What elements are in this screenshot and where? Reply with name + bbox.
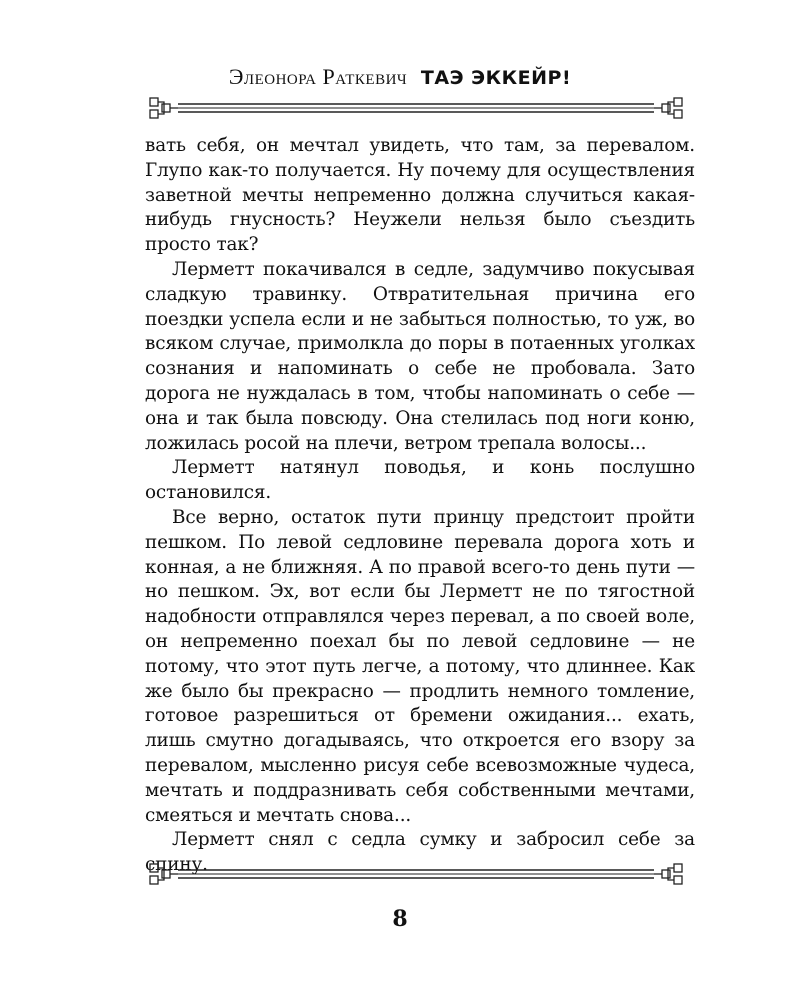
author-name: Элеонора Раткевич <box>228 64 408 89</box>
body-text <box>145 134 695 878</box>
paragraph-3: Лерметт натянул поводья, и конь послушно остановился. <box>145 457 695 504</box>
paragraph-5: Лерметт снял с седла сумку и забросил себе за спину. <box>145 829 695 876</box>
paragraph-4: Все верно, остаток пути принцу предстоит пройти пешком. По левой седловине перевала дорога хоть и конная, а не ближняя. А по правой всего-то день пути — но пешком. Эх, вот если бы Лерметт не по тягостной надобности отправлялся через перевал, а по своей воле, он непременно поехал бы по левой седловине — не потому, что этот путь легче, а потому, что длиннее. Как же было бы прекрасно — продлить немного томление, готовое разрешиться от бремени ожидания... ехать, лишь смутно догадываясь, что откроется его взору за перевалом, мысленно рисуя себе всевозможные чудеса, мечтать и поддразнивать себя собственными мечтами, смеяться и мечтать снова... <box>145 506 695 826</box>
bottom-ornament-rule <box>148 860 684 888</box>
paragraph-1: вать себя, он мечтал увидеть, что там, за перевалом. Глупо как-то получается. Ну почему для осуществления заветной мечты непременно должна случиться какая-нибудь гнусность? Неужели нельзя было съездить просто так? <box>145 135 695 256</box>
book-title: ТАЭ ЭККЕЙР! <box>420 67 572 89</box>
paragraph-2: Лерметт покачивался в седле, задумчиво покусывая сладкую травинку. Отвратительная причина его поездки успела если и не забыться полностью, то уж, во всяком случае, примолкла до поры в потаенных уголках сознания и напоминать о себе не пробовала. Зато дорога не нуждалась в том, чтобы напоминать о себе — она и так была повсюду. Она стелилась под ноги коню, ложилась росой на плечи, ветром трепала волосы... <box>145 258 695 454</box>
top-ornament-rule <box>148 94 684 122</box>
page-number: 8 <box>392 906 408 932</box>
running-header <box>0 64 800 90</box>
